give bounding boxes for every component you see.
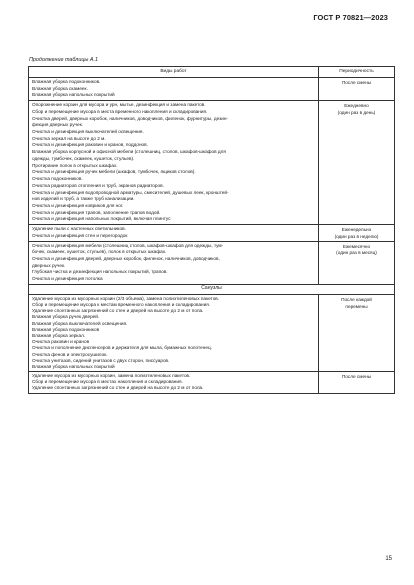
work-line: Влажная уборка корпусной и офисной мебели (столешниц, столов, шкафов-шкафов для bbox=[32, 149, 226, 155]
table-row bbox=[29, 294, 395, 371]
period-cell bbox=[319, 225, 395, 241]
table-row bbox=[29, 241, 395, 284]
period-cell bbox=[319, 372, 395, 394]
work-line: фекция дверных ручек. bbox=[32, 122, 83, 128]
table-row bbox=[29, 225, 395, 241]
work-line: Влажная уборка выключателей освещения. bbox=[32, 320, 128, 326]
work-description-cell bbox=[29, 101, 319, 225]
work-description-cell bbox=[29, 372, 319, 394]
work-line: Очистка и дезинфекция раковин и кранов, поддонов. bbox=[32, 142, 148, 148]
work-line: Влажная уборка напольных покрытий bbox=[32, 92, 115, 98]
main-blocks bbox=[29, 78, 395, 285]
period-line: (один раз в день) bbox=[337, 109, 376, 115]
period-cell bbox=[319, 78, 395, 101]
work-line: Очистка подоконников. bbox=[32, 176, 83, 182]
work-line: Удаление мусора из мусорных корзин, замена полиэтиленовых пакетов. bbox=[32, 373, 191, 379]
page-number: 15 bbox=[385, 556, 392, 562]
work-line: Сбор и перемещение мусора в местах накопления и складирования. bbox=[32, 379, 183, 385]
period-line: (один раз в месяц) bbox=[336, 250, 377, 256]
work-line: Сбор и перемещение мусора в места временного накопления и складирования. bbox=[32, 108, 208, 114]
work-line: Сбор и перемещение мусора к местам временного накопления и складирования. bbox=[32, 302, 211, 308]
period-line: После каждой bbox=[341, 296, 372, 302]
work-line: Очистка и дезинфекция напольных покрытий, включая плинтус bbox=[32, 216, 171, 222]
works-table bbox=[28, 66, 395, 394]
table-continuation-label: Продолжение таблицы А.1 bbox=[29, 57, 98, 63]
period-line: После смены bbox=[341, 80, 372, 85]
work-line: Очистка и дезинфекция мебели (столешниц столов, шкафов-шкафов для одежды, тум- bbox=[32, 242, 224, 248]
work-line: Очистка унитазов, сидений унитазов с двух сторон, писсуаров. bbox=[32, 357, 170, 363]
period-line: Еженедельно bbox=[341, 227, 372, 233]
sanuzly-blocks bbox=[29, 294, 395, 393]
period-line: После смены bbox=[341, 374, 372, 380]
period-line: перемены bbox=[345, 303, 368, 309]
column-header-works: Виды работ bbox=[29, 67, 319, 78]
work-description-cell bbox=[29, 225, 319, 241]
work-description-cell bbox=[29, 241, 319, 284]
table-row bbox=[29, 372, 395, 394]
work-line: Удаление мусора из мусорных корзин (2/3 объема), замена полиэтиленовых пакетов. bbox=[32, 295, 220, 301]
column-header-period: Периодичность bbox=[319, 67, 395, 78]
work-line: Очистка и дезинфекция выключателей освещения. bbox=[32, 129, 144, 135]
period-cell bbox=[319, 101, 395, 225]
work-line: Глубокая чистка и дезинфекция напольных покрытий, трапов. bbox=[32, 269, 168, 275]
period-line: Ежемесячно bbox=[342, 243, 371, 249]
work-line: Очистка и дезинфекция трапов, заполнение трапов водой. bbox=[32, 209, 161, 215]
table-row bbox=[29, 101, 395, 225]
work-line: Очистка и дезинфекция ручек мебели (шкафов, тумбочек, ящиков столов). bbox=[32, 169, 196, 175]
work-line: одежды, тумбочек, скамеек, кушеток, стульев). bbox=[32, 155, 135, 161]
work-line: Удаление спонтанных загрязнений со стен и дверей на высоте до 2 м от пола. bbox=[32, 385, 204, 391]
work-line: дверных ручек. bbox=[32, 262, 66, 268]
work-line: Очистка и дезинфекция ковриков для ног. bbox=[32, 202, 124, 208]
work-line: Очистка и дезинфекция дверей, дверных коробок, филенок, наличников, доводчиков, bbox=[32, 255, 220, 261]
work-line: Очистка фенов и электросушилок. bbox=[32, 351, 108, 357]
period-cell bbox=[319, 241, 395, 284]
work-line: Очистка и дезинфекция стен и перегородок bbox=[32, 232, 128, 238]
work-line: Очистка и дезинфекция потолка bbox=[32, 276, 103, 282]
work-line: Влажная уборка зеркал. bbox=[32, 332, 86, 338]
work-line: Удаление спонтанных загрязнений со стен и дверей на высоте до 2 м от пола. bbox=[32, 308, 204, 314]
work-line: Удаление пыли с настенных светильников. bbox=[32, 226, 126, 232]
work-line: Очистка зеркал на высоте до 2 м. bbox=[32, 135, 106, 141]
section-row bbox=[29, 284, 395, 294]
work-line: Протирание полок в открытых шкафах. bbox=[32, 162, 118, 168]
work-line: Опорожнение корзин для мусора и урн, мытье, дезинфекция и замена пакетов. bbox=[32, 102, 206, 108]
work-line: Очистка и дезинфекция водопроводной арматуры, смесителей, душевых леек, кронштей- bbox=[32, 189, 229, 195]
table-header-row bbox=[29, 67, 395, 78]
work-line: Влажная уборка подоконников. bbox=[32, 79, 101, 84]
work-line: нов изделий и труб, а также труб канализации. bbox=[32, 196, 135, 202]
period-cell bbox=[319, 294, 395, 371]
work-line: Очистка и пополнение диспенсеров и держателя для мыла, бумажных полотенец. bbox=[32, 345, 212, 351]
work-line: Влажная уборка напольных покрытий bbox=[32, 363, 115, 369]
period-line: (один раз в неделю) bbox=[334, 233, 379, 239]
work-line: Очистка дверей, дверных коробок, наличников, доводчиков, филенок, фурнитуры, дезин- bbox=[32, 115, 229, 121]
table-row bbox=[29, 78, 395, 101]
work-line: бочек, скамеек, кушеток, стульев), полок в открытых шкафах. bbox=[32, 249, 167, 255]
section-title-sanuzly: Санузлы bbox=[29, 284, 395, 294]
work-line: Очистка радиаторов отопления и труб, экранов радиаторов. bbox=[32, 182, 164, 188]
work-description-cell bbox=[29, 78, 319, 101]
standard-number: ГОСТ Р 70821—2023 bbox=[313, 13, 388, 22]
work-description-cell bbox=[29, 294, 319, 371]
work-line: Влажная уборка подоконников bbox=[32, 326, 100, 332]
work-line: Влажная уборка скамеек. bbox=[32, 85, 88, 91]
work-line: Влажная уборка ручек дверей. bbox=[32, 314, 100, 320]
period-line: Ежедневно bbox=[344, 103, 369, 109]
work-line: Очистка раковин и кранов bbox=[32, 339, 90, 345]
